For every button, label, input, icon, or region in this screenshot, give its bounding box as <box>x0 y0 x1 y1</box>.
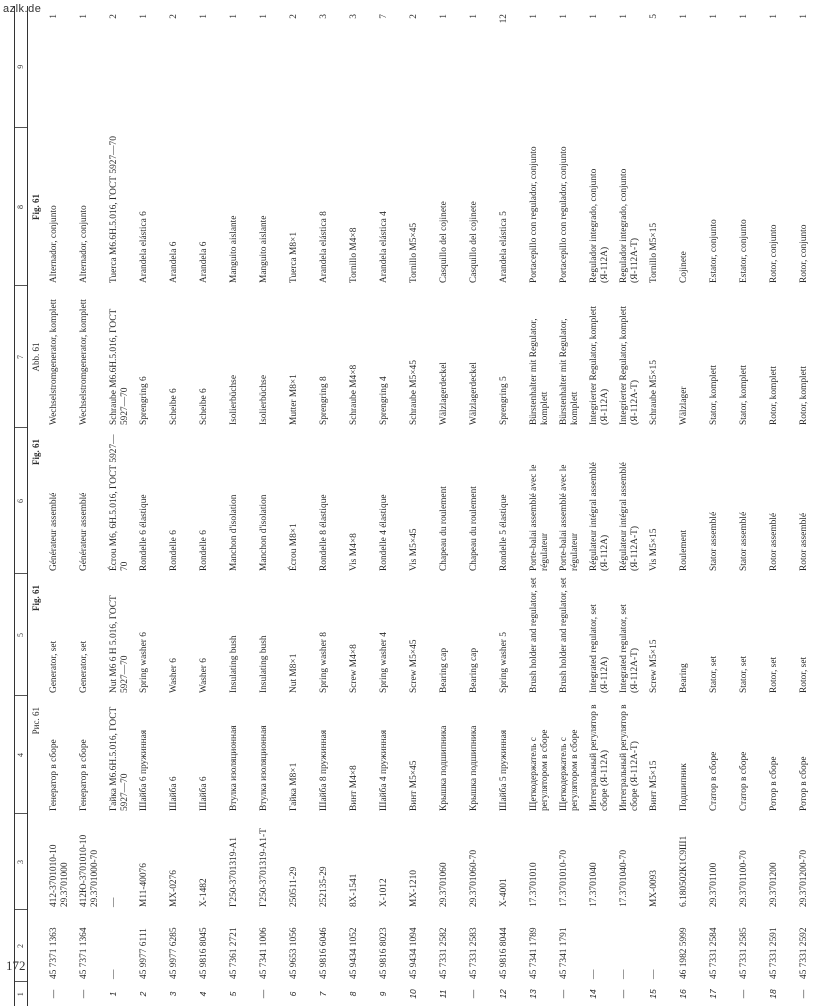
name-es: Rotor, conjunto <box>769 224 779 283</box>
quantity: 12 <box>499 14 509 24</box>
quantity: 1 <box>769 14 779 19</box>
name-ru: Генератор в сборе <box>79 739 89 811</box>
name-en: Washer 6 <box>169 658 179 693</box>
part-number: Г250-3701319-А1-Т <box>259 828 269 907</box>
figure-label-de: Abb. 61 <box>31 342 41 372</box>
part-number: Г250-3701319-А1 <box>229 837 239 907</box>
name-en: Insulating bush <box>259 635 269 693</box>
name-ru: Шайба 8 пружинная <box>319 729 329 811</box>
part-number: MX-1210 <box>409 870 419 907</box>
quantity: 3 <box>319 14 329 19</box>
name-de: Sprengring 6 <box>139 376 149 425</box>
item-number: — <box>78 989 88 999</box>
item-number: 7 <box>318 991 328 997</box>
name-de: Sprengring 5 <box>499 376 509 425</box>
name-de: Scheibe 6 <box>199 388 209 425</box>
table-row <box>287 6 317 1006</box>
name-en: Spring washer 4 <box>379 632 389 693</box>
table-row <box>797 6 827 1006</box>
name-en: Spring washer 6 <box>139 632 149 693</box>
catalog-number: 45 9977 6285 <box>169 927 179 979</box>
quantity: 5 <box>649 14 659 19</box>
name-de: Sprengring 4 <box>379 376 389 425</box>
name-es: Tornillo M5×15 <box>649 222 659 283</box>
name-fr: Rondelle 5 élastique <box>499 494 509 571</box>
name-fr: Vis M5×15 <box>649 528 659 571</box>
name-ru: Статор в сборе <box>709 751 719 811</box>
part-number: M11-40076 <box>139 863 149 907</box>
name-en: Screw M5×15 <box>649 639 659 693</box>
name-es: Arandela elástica 8 <box>319 211 329 283</box>
item-number: 4 <box>198 991 208 997</box>
quantity: 2 <box>109 14 119 19</box>
name-de: Isolierbüchse <box>259 375 269 425</box>
name-fr: Générateur assemblé <box>79 492 89 571</box>
part-number: 29.3701200-70 <box>799 849 809 907</box>
table-row <box>347 6 377 1006</box>
name-es: Alternador, conjunto <box>79 205 89 283</box>
catalog-number: 45 7331 2585 <box>739 927 749 979</box>
name-ru: Шайба 5 пружинная <box>499 729 509 811</box>
figure-reference-row <box>28 6 48 1006</box>
name-fr: Rondelle 4 élastique <box>379 494 389 571</box>
table-row <box>437 6 467 1006</box>
item-number: 5 <box>228 991 238 997</box>
name-es: Casquillo del cojinete <box>439 201 449 283</box>
figure-label-ru: Рис. 61 <box>31 707 41 735</box>
catalog-number: 45 9816 6046 <box>319 927 329 979</box>
name-en: Generator, set <box>49 640 59 693</box>
name-de: Wechselstromgenerator, komplett <box>49 299 59 425</box>
quantity: 1 <box>439 14 449 19</box>
table-row <box>527 6 557 1006</box>
item-number: 15 <box>648 989 658 999</box>
parts-table-frame <box>14 6 809 1006</box>
table-row <box>497 6 527 1006</box>
catalog-number: 45 7331 2592 <box>799 927 809 979</box>
catalog-number: — <box>589 969 599 979</box>
quantity: 3 <box>349 14 359 19</box>
table-row <box>167 6 197 1006</box>
name-fr: Rondelle 6 élastique <box>139 494 149 571</box>
name-es: Tuerca M6.6H.5.016, ГОСТ 5927—70 <box>109 136 119 283</box>
name-ru: Шайба 6 <box>199 776 209 811</box>
name-fr: Vis M4×8 <box>349 533 359 571</box>
name-de: Schraube M4×8 <box>349 364 359 425</box>
quantity: 1 <box>739 14 749 19</box>
name-es: Arandela 6 <box>169 241 179 283</box>
name-ru: Шайба 6 пружинная <box>139 729 149 811</box>
name-de: Wälzlagerdeckel <box>469 362 479 425</box>
name-de: Integrierter Regulator, komplett (Я-112А) <box>589 305 610 425</box>
part-number: 412-3701010-10 29.3701000 <box>49 844 70 907</box>
name-ru: Втулка изоляционная <box>229 725 239 811</box>
part-number: 8X-1541 <box>349 873 359 907</box>
item-number: — <box>258 989 268 999</box>
table-row <box>107 6 137 1006</box>
name-ru: Шайба 4 пружинная <box>379 729 389 811</box>
name-de: Rotor, komplett <box>799 366 809 425</box>
name-es: Regulador integrado, conjunto (Я-112А) <box>589 168 610 283</box>
name-fr: Rondelle 8 élastique <box>319 494 329 571</box>
name-en: Brush holder and regulator, set <box>559 577 569 693</box>
item-number: 6 <box>288 991 298 997</box>
name-ru: Втулка изоляционная <box>259 725 269 811</box>
quantity: 1 <box>259 14 269 19</box>
column-number: 3 <box>15 814 28 910</box>
table-row <box>467 6 497 1006</box>
quantity: 1 <box>469 14 479 19</box>
table-row <box>317 6 347 1006</box>
quantity: 1 <box>799 14 809 19</box>
name-de: Isolierbüchse <box>229 375 239 425</box>
quantity: 1 <box>199 14 209 19</box>
figure-label-fr: Fig. 61 <box>31 439 41 465</box>
name-fr: Manchon d'isolation <box>229 494 239 571</box>
name-fr: Stator assemblé <box>739 511 749 571</box>
name-fr: Manchon d'isolation <box>259 494 269 571</box>
name-de: Schraube M5×45 <box>409 360 419 425</box>
catalog-number: — <box>619 969 629 979</box>
item-number: 14 <box>588 989 598 999</box>
quantity: 1 <box>49 14 59 19</box>
name-fr: Rotor assemblé <box>769 512 779 571</box>
table-row <box>377 6 407 1006</box>
item-number: — <box>618 989 628 999</box>
quantity: 1 <box>619 14 629 19</box>
name-fr: Porte-balai assemblé avec le régulateur <box>559 464 580 571</box>
catalog-number: 45 9434 1094 <box>409 927 419 979</box>
name-de: Stator, komplett <box>709 364 719 425</box>
name-es: Portacepillo con regulador, conjunto <box>529 146 539 283</box>
part-number: 6.180502К1С9Ш1 <box>679 835 689 907</box>
item-number: 3 <box>168 991 178 997</box>
name-de: Scheibe 6 <box>169 388 179 425</box>
catalog-number: 45 7341 1791 <box>559 927 569 979</box>
table-row <box>77 6 107 1006</box>
part-number: 252135-29 <box>319 866 329 907</box>
name-es: Alternador, conjunto <box>49 205 59 283</box>
column-number: 1 <box>15 982 28 1006</box>
name-fr: Régulateur intégral assemblé (Я-112А-Т) <box>619 462 640 571</box>
name-ru: Щеткодержатель с регулятором в сборе <box>529 729 550 811</box>
table-row <box>197 6 227 1006</box>
name-ru: Гайка М6.6Н.5.016, ГОСТ 5927—70 <box>109 706 130 811</box>
table-row <box>137 6 167 1006</box>
name-de: Bürstenhalter mit Regulator, komplett <box>559 318 580 425</box>
table-row <box>407 6 437 1006</box>
name-en: Nut M6 6 H 5.016, ГОСТ 5927—70 <box>109 595 130 693</box>
parts-table <box>14 6 827 1006</box>
item-number: 8 <box>348 991 358 997</box>
name-en: Spring washer 5 <box>499 632 509 693</box>
part-number: X-4001 <box>499 878 509 907</box>
name-en: Washer 6 <box>199 658 209 693</box>
catalog-number: — <box>109 969 119 979</box>
name-fr: Vis M5×45 <box>409 528 419 571</box>
quantity: 2 <box>169 14 179 19</box>
item-number: 12 <box>498 989 508 999</box>
quantity: 1 <box>79 14 89 19</box>
name-ru: Интегральный регулятор в сборе (Я-112А) <box>589 704 610 811</box>
item-number: 10 <box>408 989 418 999</box>
name-es: Rotor, conjunto <box>799 224 809 283</box>
quantity: 2 <box>409 14 419 19</box>
catalog-number: — <box>649 969 659 979</box>
name-es: Arandela elástica 4 <box>379 211 389 283</box>
name-fr: Rondelle 6 <box>169 530 179 571</box>
name-ru: Гайка М8×1 <box>289 762 299 811</box>
watermark: azlk.de <box>3 3 42 15</box>
part-number: X-1012 <box>379 878 389 907</box>
table-row <box>557 6 587 1006</box>
name-en: Generator, set <box>79 640 89 693</box>
name-ru: Ротор в сборе <box>769 756 779 811</box>
quantity: 1 <box>679 14 689 19</box>
catalog-number: 45 7331 2582 <box>439 927 449 979</box>
item-number: — <box>738 989 748 999</box>
catalog-number: 45 9434 1052 <box>349 927 359 979</box>
name-fr: Rotor assemblé <box>799 512 809 571</box>
part-number: MX-0276 <box>169 870 179 907</box>
catalog-number: 45 9816 8045 <box>199 927 209 979</box>
item-number: — <box>798 989 808 999</box>
catalog-number: 45 7331 2584 <box>709 927 719 979</box>
item-number: — <box>48 989 58 999</box>
name-de: Stator, komplett <box>739 364 749 425</box>
name-es: Tornillo M5×45 <box>409 222 419 283</box>
table-row <box>677 6 707 1006</box>
item-number: 13 <box>528 989 538 999</box>
name-de: Bürstenhalter mit Regulator, komplett <box>529 318 550 425</box>
catalog-number: 46 1982 5999 <box>679 927 689 979</box>
part-number: 29.3701100-70 <box>739 850 749 907</box>
name-es: Arandela elástica 5 <box>499 211 509 283</box>
quantity: 1 <box>139 14 149 19</box>
catalog-number: 45 7331 2591 <box>769 927 779 979</box>
name-es: Tuerca M8×1 <box>289 231 299 283</box>
name-en: Stator, set <box>709 655 719 693</box>
catalog-number: 45 9653 1056 <box>289 927 299 979</box>
name-en: Stator, set <box>739 655 749 693</box>
figure-label-en: Fig. 61 <box>31 585 41 611</box>
name-es: Manguito aislante <box>229 215 239 283</box>
name-ru: Генератор в сборе <box>49 739 59 811</box>
part-number: 412Ю-3701010-10 29.3701000-70 <box>79 834 100 907</box>
catalog-number: 45 7371 1364 <box>79 927 89 979</box>
item-number: — <box>468 989 478 999</box>
table-row <box>257 6 287 1006</box>
name-fr: Porte-balai assemblé avec le régulateur <box>529 464 550 571</box>
name-es: Portacepillo con regulador, conjunto <box>559 146 569 283</box>
column-number: 6 <box>15 428 28 574</box>
part-number: X-1482 <box>199 878 209 907</box>
page-number: 172 <box>6 958 26 973</box>
name-ru: Подшипник <box>679 763 689 811</box>
catalog-number: 45 7331 2583 <box>469 927 479 979</box>
quantity: 1 <box>559 14 569 19</box>
item-number: — <box>558 989 568 999</box>
name-fr: Générateur assemblé <box>49 492 59 571</box>
name-es: Arandela elástica 6 <box>139 211 149 283</box>
name-en: Brush holder and regulator, set <box>529 577 539 693</box>
name-es: Manguito aislante <box>259 215 269 283</box>
catalog-number: 45 9977 6111 <box>139 928 149 979</box>
name-fr: Rondelle 6 <box>199 530 209 571</box>
name-fr: Chapeau du roulement <box>439 486 449 571</box>
quantity: 7 <box>379 14 389 19</box>
name-es: Tornillo M4×8 <box>349 227 359 283</box>
table-row <box>587 6 617 1006</box>
quantity: 1 <box>229 14 239 19</box>
column-number: 5 <box>15 574 28 696</box>
part-number: 17.3701040 <box>589 862 599 907</box>
table-row <box>227 6 257 1006</box>
part-number: 29.3701060-70 <box>469 849 479 907</box>
name-de: Mutter M8×1 <box>289 374 299 425</box>
name-en: Rotor, set <box>799 656 809 693</box>
name-es: Estator, conjunto <box>709 219 719 283</box>
item-number: 1 <box>108 991 118 997</box>
name-es: Cojinete <box>679 251 689 283</box>
name-en: Insulating bush <box>229 635 239 693</box>
name-fr: Chapeau du roulement <box>469 486 479 571</box>
name-es: Regulador integrado, conjunto (Я-112А-Т) <box>619 168 640 283</box>
table-row <box>737 6 767 1006</box>
name-de: Integrierter Regulator, komplett (Я-112А-Т) <box>619 305 640 425</box>
name-ru: Статор в сборе <box>739 751 749 811</box>
column-number: 4 <box>15 696 28 814</box>
part-number: 29.3701100 <box>709 862 719 907</box>
name-ru: Шайба 6 <box>169 776 179 811</box>
part-number: 17.3701010-70 <box>559 849 569 907</box>
part-number: 17.3701010 <box>529 862 539 907</box>
column-number: 8 <box>15 128 28 286</box>
item-number: 17 <box>708 989 718 999</box>
quantity: 1 <box>589 14 599 19</box>
item-number: 11 <box>438 989 448 999</box>
part-number: 250511-29 <box>289 866 299 907</box>
name-fr: Écrou M8×1 <box>289 523 299 571</box>
catalog-number: 45 7361 2721 <box>229 927 239 979</box>
column-number: 2 <box>15 910 28 982</box>
name-en: Bearing cap <box>469 647 479 693</box>
name-en: Bearing cap <box>439 647 449 693</box>
name-es: Casquillo del cojinete <box>469 201 479 283</box>
column-number: 9 <box>15 6 28 128</box>
part-number: — <box>109 897 119 907</box>
catalog-number: 45 9816 8023 <box>379 927 389 979</box>
name-ru: Щеткодержатель с регулятором в сборе <box>559 729 580 811</box>
name-de: Schraube M5×15 <box>649 360 659 425</box>
column-number-row <box>15 6 28 1006</box>
quantity: 2 <box>289 14 299 19</box>
name-en: Integrated regulator, set (Я-112А) <box>589 604 610 693</box>
name-es: Estator, conjunto <box>739 219 749 283</box>
name-de: Wälzlager <box>679 386 689 425</box>
name-ru: Интегральный регулятор в сборе (Я-112А-Т) <box>619 704 640 811</box>
part-number: MX-0093 <box>649 870 659 907</box>
name-es: Arandela 6 <box>199 241 209 283</box>
table-row <box>707 6 737 1006</box>
name-de: Rotor, komplett <box>769 366 779 425</box>
name-ru: Крышка подшипника <box>469 725 479 811</box>
part-number: 17.3701040-70 <box>619 849 629 907</box>
name-ru: Винт М5×15 <box>649 760 659 811</box>
table-row <box>767 6 797 1006</box>
item-number: 18 <box>768 989 778 999</box>
name-de: Wälzlagerdeckel <box>439 362 449 425</box>
item-number: 9 <box>378 991 388 997</box>
name-en: Screw M5×45 <box>409 639 419 693</box>
item-number: 2 <box>138 991 148 997</box>
catalog-number: 45 9816 8044 <box>499 927 509 979</box>
name-ru: Ротор в сборе <box>799 756 809 811</box>
quantity: 1 <box>709 14 719 19</box>
name-de: Wechselstromgenerator, komplett <box>79 299 89 425</box>
name-fr: Roulement <box>679 529 689 571</box>
catalog-number: 45 7341 1006 <box>259 927 269 979</box>
name-fr: Écrou M6, 6H.5.016, ГОСТ 5927—70 <box>109 434 130 571</box>
table-row <box>647 6 677 1006</box>
part-number: 29.3701200 <box>769 862 779 907</box>
name-ru: Винт М4×8 <box>349 765 359 811</box>
table-row <box>47 6 77 1006</box>
name-en: Bearing <box>679 663 689 693</box>
name-ru: Крышка подшипника <box>439 725 449 811</box>
column-number: 7 <box>15 286 28 428</box>
name-ru: Винт М5×45 <box>409 760 419 811</box>
quantity: 1 <box>529 14 539 19</box>
part-number: 29.3701060 <box>439 862 449 907</box>
name-fr: Régulateur intégral assemblé (Я-112А) <box>589 462 610 571</box>
name-de: Sprengring 8 <box>319 376 329 425</box>
name-en: Integrated regulator, set (Я-112А-Т) <box>619 604 640 693</box>
catalog-number: 45 7371 1363 <box>49 927 59 979</box>
table-row <box>617 6 647 1006</box>
name-en: Spring washer 8 <box>319 632 329 693</box>
name-en: Rotor, set <box>769 656 779 693</box>
name-de: Schraube M6.6H.5.016, ГОСТ 5927—70 <box>109 308 130 425</box>
name-en: Screw M4×8 <box>349 644 359 693</box>
name-en: Nut M8×1 <box>289 653 299 693</box>
catalog-number: 45 7341 1789 <box>529 927 539 979</box>
item-number: 16 <box>678 989 688 999</box>
figure-label-es: Fig. 61 <box>31 194 41 220</box>
name-fr: Stator assemblé <box>709 511 719 571</box>
